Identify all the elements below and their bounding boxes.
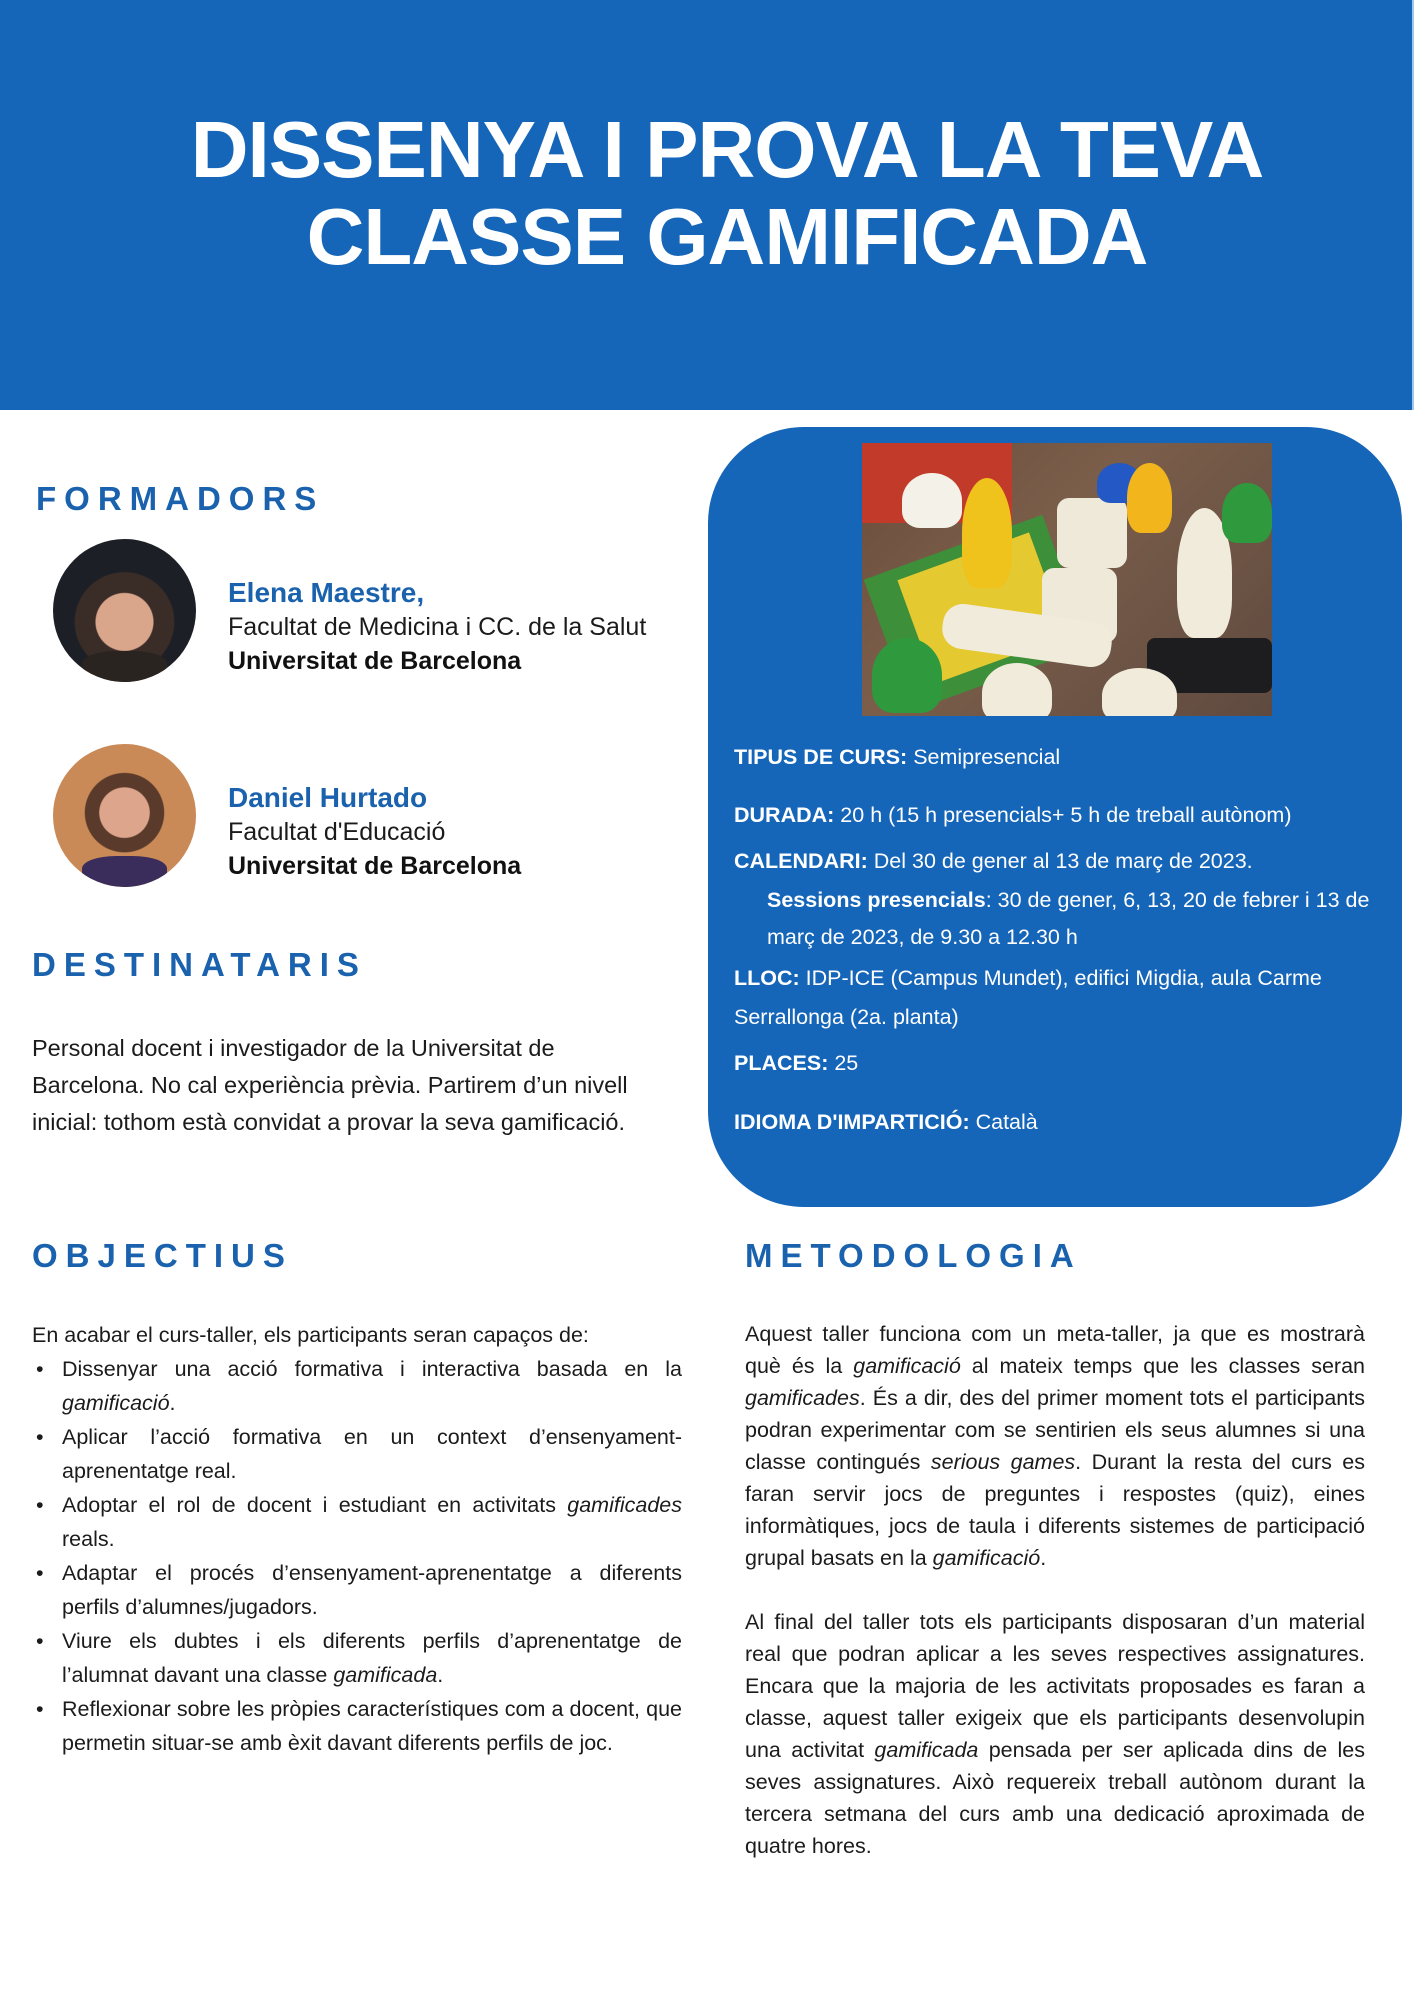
info-label: CALENDARI:	[734, 849, 868, 873]
green-pawn	[1222, 483, 1272, 543]
info-label: TIPUS DE CURS:	[734, 745, 908, 769]
board-games-image	[862, 443, 1272, 716]
trainer-name: Daniel Hurtado	[228, 782, 428, 813]
formadors-heading: FORMADORS	[36, 480, 325, 517]
objective-item	[32, 1352, 682, 1420]
avatar-shoulders	[82, 856, 168, 887]
objective-text-tail: .	[169, 1391, 176, 1415]
info-durada	[734, 800, 1374, 830]
trainer-university: Universitat de Barcelona	[228, 647, 522, 675]
info-value: 25	[828, 1051, 859, 1075]
objective-text-tail: reals.	[62, 1527, 115, 1551]
info-calendari	[734, 846, 1374, 876]
objective-text: Viure els dubtes i els diferents perfils d’aprenentatge de l’alumnat davant una classe	[62, 1629, 682, 1687]
trainer-card-2	[228, 781, 521, 883]
info-value: Del 30 de gener al 13 de març de 2023.	[867, 849, 1253, 873]
page-title-line-2: CLASSE GAMIFICADA	[306, 192, 1148, 281]
emphasis-text: gamificada	[874, 1738, 979, 1762]
dice-icon	[1057, 498, 1127, 568]
objectius-list	[32, 1352, 682, 1760]
info-places	[734, 1048, 1374, 1078]
white-pawn	[1102, 668, 1177, 716]
bullet-icon: •	[36, 1697, 44, 1721]
paragraph-text: Al final del taller tots els participants disposaran d’un material real que podran aplicar a les seves respectives assignatures. Encara que la majoria de les activitats proposades es faran a classe, aquest taller exigeix que els participants desenvolupin una activitat	[745, 1610, 1365, 1762]
trainer-faculty: Facultat d'Educació	[228, 818, 446, 846]
bullet-icon: •	[36, 1493, 44, 1517]
paragraph-text: . És a dir, des del primer moment tots el participants podran experimentar com se sentirien els seus alumnes si una classe contingués	[745, 1386, 1365, 1474]
bullet-icon: •	[36, 1561, 44, 1585]
objective-emphasis: gamificació	[62, 1391, 170, 1415]
objective-item	[32, 1420, 682, 1488]
objective-text: Adaptar el procés d’ensenyament-aprenentatge a diferents perfils d’alumnes/jugadors.	[62, 1561, 682, 1619]
trainer-university: Universitat de Barcelona	[228, 852, 522, 880]
info-value: IDP-ICE (Campus Mundet), edifici Migdia, aula Carme Serrallonga (2a. planta)	[734, 966, 1322, 1029]
white-pawn	[982, 663, 1052, 716]
info-idioma	[734, 1107, 1374, 1137]
objective-item	[32, 1556, 682, 1624]
paragraph-text: al mateix temps que les classes seran	[960, 1354, 1366, 1378]
avatar-daniel-hurtado	[53, 744, 196, 887]
objective-item	[32, 1624, 682, 1692]
white-token	[902, 473, 962, 528]
bullet-icon: •	[36, 1629, 44, 1653]
objective-item	[32, 1488, 682, 1556]
emphasis-text: gamificació	[932, 1546, 1041, 1570]
destinataris-text: Personal docent i investigador de la Universitat de Barcelona. No cal experiència prèvia. Partirem d’un nivell inicial: tothom està convidat a provar la seva gamificació.	[32, 1035, 628, 1135]
paragraph-text: pensada per ser aplicada dins de les seves assignatures. Això requereix treball autònom durant la tercera setmana del curs amb una dedicació aproximada de quatre hores.	[745, 1738, 1365, 1858]
objective-text: Dissenyar una acció formativa i interactiva basada en la	[62, 1357, 682, 1381]
info-label: Sessions presencials	[767, 888, 986, 912]
objective-item	[32, 1692, 682, 1760]
objective-text: Aplicar l’acció formativa en un context d’ensenyament-aprenentatge real.	[62, 1425, 682, 1483]
objective-emphasis: gamificades	[567, 1493, 682, 1517]
bullet-icon: •	[36, 1357, 44, 1381]
info-tipus	[734, 742, 1374, 772]
info-value: : 30 de gener, 6, 13, 20 de febrer i 13 de març de 2023, de 9.30 a 12.30 h	[767, 888, 1370, 949]
metodologia-heading: METODOLOGIA	[745, 1237, 1082, 1274]
bullet-icon: •	[36, 1425, 44, 1449]
objectius-intro: En acabar el curs-taller, els participants seran capaços de:	[32, 1323, 589, 1347]
info-value: Semipresencial	[907, 745, 1061, 769]
objective-text-tail: .	[437, 1663, 444, 1687]
info-label: LLOC:	[734, 966, 800, 990]
avatar-elena-maestre	[53, 539, 196, 682]
yellow-pawn	[1127, 463, 1172, 533]
objective-text: Adoptar el rol de docent i estudiant en activitats	[62, 1493, 568, 1517]
trainer-card-1	[228, 576, 646, 678]
trainer-faculty: Facultat de Medicina i CC. de la Salut	[228, 613, 647, 641]
info-lloc	[734, 959, 1339, 1037]
trainer-name: Elena Maestre,	[228, 577, 425, 608]
emphasis-text: serious games	[930, 1450, 1076, 1474]
destinataris-heading: DESTINATARIS	[32, 946, 367, 983]
page-title-line-1: DISSENYA I PROVA LA TEVA	[190, 105, 1264, 194]
objective-emphasis: gamificada	[333, 1663, 438, 1687]
info-sessions	[767, 882, 1372, 956]
yellow-pawn	[962, 478, 1012, 588]
info-label: PLACES:	[734, 1051, 829, 1075]
objective-text: Reflexionar sobre les pròpies característiques com a docent, que permetin situar-se amb èxit davant diferents perfils de joc.	[62, 1697, 682, 1755]
info-value: Català	[969, 1110, 1038, 1134]
green-pawn	[872, 638, 942, 713]
info-value: 20 h (15 h presencials+ 5 h de treball autònom)	[834, 803, 1292, 827]
objectius-content	[32, 1318, 682, 1760]
paragraph-text: . Durant la resta del curs es faran servir jocs de preguntes i respostes (quiz), eines informàtiques, jocs de taula i diferents sistemes de participació grupal basats en la	[745, 1450, 1365, 1570]
emphasis-text: gamificades	[745, 1386, 860, 1410]
metodologia-paragraph-1	[745, 1318, 1365, 1574]
paragraph-text: Aquest taller funciona com un meta-taller, ja que es mostrarà què és la	[745, 1322, 1365, 1378]
emphasis-text: gamificació	[853, 1354, 961, 1378]
paragraph-text: .	[1040, 1546, 1047, 1570]
info-label: DURADA:	[734, 803, 835, 827]
metodologia-paragraph-2	[745, 1606, 1365, 1862]
info-label: IDIOMA D'IMPARTICIÓ:	[734, 1110, 970, 1134]
objectius-heading: OBJECTIUS	[32, 1237, 293, 1274]
avatar-shoulders	[82, 651, 168, 682]
